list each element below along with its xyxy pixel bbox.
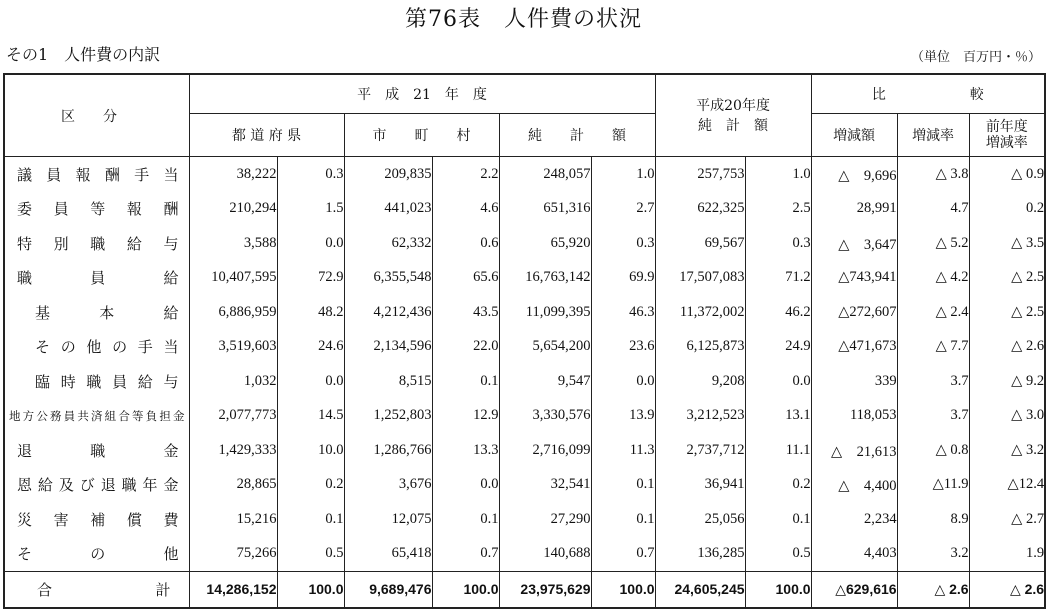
cell-h20-amount: 6,125,873	[655, 330, 745, 365]
row-label: 臨時職員給与	[4, 364, 189, 399]
cell-junkei-amount: 16,763,142	[499, 261, 591, 296]
cell-h20-amount: 17,507,083	[655, 261, 745, 296]
cell-h20-ratio: 11.1	[745, 433, 811, 468]
row-label: 職 員 給	[4, 261, 189, 296]
cell-junkei-ratio: 2.7	[591, 192, 655, 227]
cell-h20-ratio: 0.3	[745, 226, 811, 261]
cell-zougenritsu: 4.7	[897, 192, 969, 227]
cell-shichoson-amount: 8,515	[344, 364, 432, 399]
cell-h20-ratio: 13.1	[745, 399, 811, 434]
table-row	[4, 157, 1045, 192]
cell-zougenritsu: △11.9	[897, 468, 969, 503]
cell-todofuken-amount: 3,588	[189, 226, 277, 261]
cell-todofuken-amount: 2,077,773	[189, 399, 277, 434]
cell-todofuken-amount: 14,286,152	[189, 572, 277, 608]
row-label: 合 計	[4, 572, 189, 608]
cell-todofuken-ratio: 72.9	[277, 261, 344, 296]
personnel-cost-table	[3, 73, 1046, 609]
row-label: 特別職給与	[4, 226, 189, 261]
cell-zougenritsu: △ 2.4	[897, 295, 969, 330]
cell-zennendo-zougenritsu: △ 2.6	[969, 572, 1045, 608]
header-zougenritsu: 増減率	[897, 114, 969, 157]
cell-shichoson-ratio: 43.5	[432, 295, 499, 330]
table-row	[4, 468, 1045, 503]
row-label: そ の 他	[4, 537, 189, 572]
cell-shichoson-amount: 441,023	[344, 192, 432, 227]
cell-h20-amount: 25,056	[655, 502, 745, 537]
table-row	[4, 295, 1045, 330]
cell-h20-ratio: 1.0	[745, 157, 811, 192]
cell-h20-amount: 136,285	[655, 537, 745, 572]
cell-shichoson-ratio: 0.1	[432, 502, 499, 537]
cell-zougengaku: 28,991	[811, 192, 897, 227]
cell-zougenritsu: 3.7	[897, 399, 969, 434]
cell-shichoson-ratio: 4.6	[432, 192, 499, 227]
cell-h20-ratio: 24.9	[745, 330, 811, 365]
cell-zennendo-zougenritsu: △ 2.5	[969, 295, 1045, 330]
cell-zougenritsu: △ 4.2	[897, 261, 969, 296]
cell-zougengaku: 339	[811, 364, 897, 399]
cell-junkei-ratio: 0.1	[591, 502, 655, 537]
header-zennendo: 前年度 増減率	[969, 114, 1045, 157]
cell-shichoson-ratio: 0.1	[432, 364, 499, 399]
cell-shichoson-ratio: 100.0	[432, 572, 499, 608]
cell-junkei-ratio: 69.9	[591, 261, 655, 296]
cell-shichoson-amount: 9,689,476	[344, 572, 432, 608]
cell-zougengaku: △ 9,696	[811, 157, 897, 192]
header-heisei20-line1: 平成20年度	[696, 98, 770, 114]
cell-todofuken-amount: 6,886,959	[189, 295, 277, 330]
cell-junkei-amount: 140,688	[499, 537, 591, 572]
cell-h20-ratio: 0.5	[745, 537, 811, 572]
cell-h20-ratio: 2.5	[745, 192, 811, 227]
cell-zennendo-zougenritsu: 0.2	[969, 192, 1045, 227]
header-compare: 比 較	[811, 74, 1045, 114]
cell-shichoson-amount: 62,332	[344, 226, 432, 261]
cell-h20-amount: 69,567	[655, 226, 745, 261]
row-label: 基 本 給	[4, 295, 189, 330]
cell-todofuken-ratio: 0.0	[277, 226, 344, 261]
cell-h20-amount: 622,325	[655, 192, 745, 227]
cell-todofuken-ratio: 0.3	[277, 157, 344, 192]
cell-shichoson-amount: 1,286,766	[344, 433, 432, 468]
cell-junkei-amount: 9,547	[499, 364, 591, 399]
cell-zennendo-zougenritsu: △ 2.7	[969, 502, 1045, 537]
cell-shichoson-amount: 65,418	[344, 537, 432, 572]
cell-junkei-amount: 23,975,629	[499, 572, 591, 608]
cell-zougengaku: △743,941	[811, 261, 897, 296]
total-row	[4, 572, 1045, 608]
cell-todofuken-amount: 3,519,603	[189, 330, 277, 365]
cell-zougenritsu: △ 5.2	[897, 226, 969, 261]
cell-h20-ratio: 71.2	[745, 261, 811, 296]
cell-junkei-ratio: 0.3	[591, 226, 655, 261]
cell-h20-ratio: 0.0	[745, 364, 811, 399]
cell-todofuken-ratio: 14.5	[277, 399, 344, 434]
header-heisei20-line2: 純 計 額	[698, 118, 769, 134]
cell-todofuken-ratio: 24.6	[277, 330, 344, 365]
cell-shichoson-amount: 4,212,436	[344, 295, 432, 330]
cell-junkei-ratio: 1.0	[591, 157, 655, 192]
cell-shichoson-ratio: 0.7	[432, 537, 499, 572]
cell-todofuken-ratio: 48.2	[277, 295, 344, 330]
cell-zougenritsu: 3.2	[897, 537, 969, 572]
table-row	[4, 261, 1045, 296]
cell-zougengaku: △272,607	[811, 295, 897, 330]
cell-junkei-amount: 65,920	[499, 226, 591, 261]
cell-zougengaku: △471,673	[811, 330, 897, 365]
cell-shichoson-amount: 12,075	[344, 502, 432, 537]
header-shichoson: 市 町 村	[344, 114, 499, 157]
cell-todofuken-amount: 10,407,595	[189, 261, 277, 296]
table-row	[4, 364, 1045, 399]
cell-todofuken-ratio: 0.5	[277, 537, 344, 572]
cell-todofuken-amount: 75,266	[189, 537, 277, 572]
cell-h20-ratio: 0.2	[745, 468, 811, 503]
cell-junkei-amount: 5,654,200	[499, 330, 591, 365]
cell-zougengaku: △ 4,400	[811, 468, 897, 503]
cell-shichoson-amount: 2,134,596	[344, 330, 432, 365]
cell-junkei-amount: 27,290	[499, 502, 591, 537]
header-category: 区 分	[4, 74, 189, 157]
cell-zennendo-zougenritsu: △ 2.6	[969, 330, 1045, 365]
table-title: 第76表 人件費の状況	[405, 7, 642, 32]
cell-zennendo-zougenritsu: △ 9.2	[969, 364, 1045, 399]
header-junkei: 純 計 額	[499, 114, 655, 157]
cell-h20-amount: 11,372,002	[655, 295, 745, 330]
cell-shichoson-ratio: 0.6	[432, 226, 499, 261]
table-row	[4, 330, 1045, 365]
table-row	[4, 192, 1045, 227]
cell-zougenritsu: △ 2.6	[897, 572, 969, 608]
cell-zennendo-zougenritsu: △ 3.0	[969, 399, 1045, 434]
row-label: その他の手当	[4, 330, 189, 365]
cell-h20-amount: 9,208	[655, 364, 745, 399]
table-row	[4, 537, 1045, 572]
cell-shichoson-amount: 3,676	[344, 468, 432, 503]
cell-shichoson-ratio: 22.0	[432, 330, 499, 365]
cell-junkei-ratio: 13.9	[591, 399, 655, 434]
cell-h20-ratio: 46.2	[745, 295, 811, 330]
cell-zougengaku: △ 21,613	[811, 433, 897, 468]
cell-todofuken-ratio: 100.0	[277, 572, 344, 608]
cell-todofuken-amount: 210,294	[189, 192, 277, 227]
table-body	[4, 157, 1045, 608]
header-heisei20	[655, 74, 811, 157]
row-label: 議員報酬手当	[4, 157, 189, 192]
cell-junkei-amount: 651,316	[499, 192, 591, 227]
cell-zennendo-zougenritsu: △ 3.2	[969, 433, 1045, 468]
cell-zennendo-zougenritsu: 1.9	[969, 537, 1045, 572]
cell-todofuken-ratio: 10.0	[277, 433, 344, 468]
cell-h20-amount: 3,212,523	[655, 399, 745, 434]
cell-shichoson-ratio: 13.3	[432, 433, 499, 468]
unit-note: （単位 百万円・％）	[910, 50, 1041, 65]
table-subtitle: その1 人件費の内訳	[6, 45, 161, 64]
cell-junkei-ratio: 46.3	[591, 295, 655, 330]
cell-zougenritsu: △ 7.7	[897, 330, 969, 365]
table-row	[4, 399, 1045, 434]
cell-shichoson-ratio: 0.0	[432, 468, 499, 503]
header-heisei21: 平 成 21 年 度	[189, 74, 655, 114]
cell-junkei-ratio: 0.1	[591, 468, 655, 503]
cell-zougengaku: 2,234	[811, 502, 897, 537]
cell-shichoson-amount: 1,252,803	[344, 399, 432, 434]
cell-zennendo-zougenritsu: △12.4	[969, 468, 1045, 503]
cell-todofuken-amount: 38,222	[189, 157, 277, 192]
cell-zougenritsu: △ 3.8	[897, 157, 969, 192]
cell-todofuken-amount: 1,429,333	[189, 433, 277, 468]
cell-zougengaku: 4,403	[811, 537, 897, 572]
cell-junkei-ratio: 100.0	[591, 572, 655, 608]
cell-h20-ratio: 100.0	[745, 572, 811, 608]
cell-junkei-ratio: 0.0	[591, 364, 655, 399]
cell-shichoson-ratio: 65.6	[432, 261, 499, 296]
cell-shichoson-amount: 209,835	[344, 157, 432, 192]
cell-junkei-amount: 2,716,099	[499, 433, 591, 468]
cell-junkei-amount: 248,057	[499, 157, 591, 192]
cell-junkei-amount: 11,099,395	[499, 295, 591, 330]
cell-junkei-ratio: 0.7	[591, 537, 655, 572]
cell-zougenritsu: 8.9	[897, 502, 969, 537]
cell-junkei-amount: 32,541	[499, 468, 591, 503]
table-row	[4, 226, 1045, 261]
cell-h20-amount: 24,605,245	[655, 572, 745, 608]
header-todofuken: 都 道 府 県	[189, 114, 344, 157]
cell-todofuken-amount: 15,216	[189, 502, 277, 537]
cell-h20-amount: 257,753	[655, 157, 745, 192]
cell-todofuken-ratio: 1.5	[277, 192, 344, 227]
row-label: 委員等報酬	[4, 192, 189, 227]
table-row	[4, 502, 1045, 537]
cell-zougenritsu: △ 0.8	[897, 433, 969, 468]
table-row	[4, 433, 1045, 468]
cell-junkei-ratio: 11.3	[591, 433, 655, 468]
cell-zennendo-zougenritsu: △ 3.5	[969, 226, 1045, 261]
cell-zennendo-zougenritsu: △ 2.5	[969, 261, 1045, 296]
cell-zougengaku: 118,053	[811, 399, 897, 434]
cell-zennendo-zougenritsu: △ 0.9	[969, 157, 1045, 192]
cell-todofuken-ratio: 0.2	[277, 468, 344, 503]
row-label: 地方公務員共済組合等負担金	[4, 399, 189, 434]
row-label: 退 職 金	[4, 433, 189, 468]
row-label: 災害補償費	[4, 502, 189, 537]
cell-junkei-ratio: 23.6	[591, 330, 655, 365]
cell-todofuken-ratio: 0.1	[277, 502, 344, 537]
cell-zougengaku: △629,616	[811, 572, 897, 608]
header-zougengaku: 増減額	[811, 114, 897, 157]
row-label: 恩給及び退職年金	[4, 468, 189, 503]
cell-h20-ratio: 0.1	[745, 502, 811, 537]
cell-zougengaku: △ 3,647	[811, 226, 897, 261]
cell-h20-amount: 36,941	[655, 468, 745, 503]
cell-todofuken-amount: 28,865	[189, 468, 277, 503]
cell-junkei-amount: 3,330,576	[499, 399, 591, 434]
cell-zougenritsu: 3.7	[897, 364, 969, 399]
cell-h20-amount: 2,737,712	[655, 433, 745, 468]
cell-shichoson-ratio: 12.9	[432, 399, 499, 434]
cell-shichoson-amount: 6,355,548	[344, 261, 432, 296]
cell-todofuken-ratio: 0.0	[277, 364, 344, 399]
cell-shichoson-ratio: 2.2	[432, 157, 499, 192]
cell-todofuken-amount: 1,032	[189, 364, 277, 399]
